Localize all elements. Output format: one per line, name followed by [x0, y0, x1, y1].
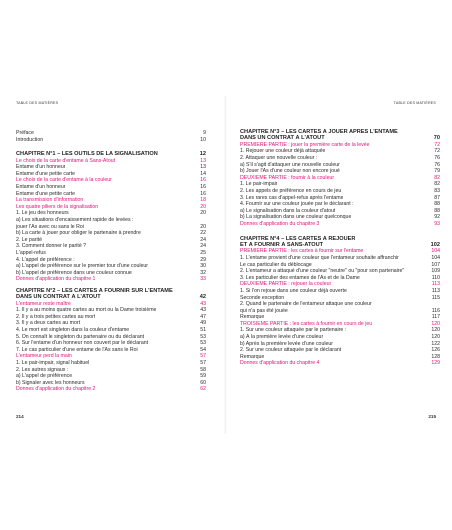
- entry-page: 24: [200, 236, 206, 243]
- toc-section-entry: [16, 353, 206, 360]
- entry-title: Le cas particulier du déblocage: [240, 261, 312, 268]
- entry-title: jouer l'As avec ou sans le Roi: [16, 223, 84, 230]
- entry-title: 2. Sur une couleur attaquée par le déclarant: [240, 347, 342, 354]
- entry-title: Préface: [16, 130, 34, 136]
- entry-page: 76: [434, 155, 440, 161]
- toc-entry: [16, 224, 206, 231]
- entry-title: Les quatre piliers de la signalisation: [16, 203, 99, 210]
- entry-page: 107: [431, 261, 440, 268]
- toc-section-entry: [240, 321, 440, 328]
- entry-page: 104: [431, 248, 440, 255]
- entry-title: Le choix de la carte d'entame à Sans-Atout: [16, 157, 116, 164]
- toc-entry: [16, 340, 206, 347]
- toc-entry: [16, 373, 206, 380]
- toc-entry: [16, 334, 206, 341]
- entry-title: a) L'appel de préférence sur le premier tour d'une couleur: [16, 263, 149, 270]
- entry-title: L'appel-refus: [16, 249, 46, 256]
- toc-section-entry: [16, 197, 206, 204]
- entry-page: 104: [431, 254, 440, 261]
- toc-entry: [240, 214, 440, 221]
- entry-page: 120: [431, 327, 440, 334]
- toc-entry: [16, 130, 206, 137]
- entry-page: 10: [200, 136, 206, 143]
- chapter-entries: [240, 248, 440, 367]
- entry-page: 25: [200, 249, 206, 256]
- toc-entry: [16, 250, 206, 257]
- entry-page: 129: [431, 360, 440, 367]
- entry-page: 20: [200, 210, 206, 217]
- entry-title: Seconde exception: [240, 294, 285, 301]
- entry-title: 4. Le mort est singleton dans la couleur d'entame: [16, 327, 130, 334]
- toc-entry: [16, 367, 206, 374]
- toc-entry: [240, 334, 440, 341]
- entry-title: b) Signaler avec les honneurs: [16, 379, 85, 386]
- entry-page: 92: [434, 214, 440, 221]
- entry-page: 30: [200, 263, 206, 270]
- entry-page: 16: [200, 190, 206, 197]
- toc-entry: [240, 255, 440, 262]
- toc-section-entry: [240, 360, 440, 367]
- toc-entry: [16, 347, 206, 354]
- entry-title: 3. Les particulier des entames de l'As et de la Dame: [240, 274, 360, 281]
- entry-page: 117: [431, 314, 440, 321]
- page-number: 215: [428, 414, 436, 419]
- entry-title: PREMIÈRE PARTIE : les cartes à fournir sur l'entame: [240, 248, 364, 255]
- toc-section-entry: [16, 204, 206, 211]
- chapter-page: 12: [199, 151, 206, 158]
- toc-entry: [16, 360, 206, 367]
- entry-page: 47: [200, 313, 206, 320]
- entry-title: 1. Le jeu des honneurs: [16, 210, 69, 217]
- entry-page: 72: [434, 141, 440, 148]
- entry-page: 62: [200, 386, 206, 393]
- toc-entry: [240, 181, 440, 188]
- entry-page: 128: [431, 353, 440, 360]
- toc-entry: [240, 327, 440, 334]
- entry-title: 2. Quand le partenaire de l'entameur attaque une couleur: [240, 301, 372, 308]
- entry-title: 1. Le pair-impair, signal habituel: [16, 360, 90, 367]
- toc-entry: [240, 301, 440, 308]
- entry-page: 72: [434, 148, 440, 155]
- entry-title: L'entameur perd la main: [16, 353, 72, 360]
- entry-title: 2. L'entameur a attaqué d'une couleur "neutre" ou "pour son partenaire": [240, 268, 405, 275]
- entry-page: 88: [434, 207, 440, 214]
- toc-entry: [240, 155, 440, 162]
- toc-section-entry: [16, 158, 206, 165]
- entry-title: 7. Le cas particulier d'une entame de l'As sans le Roi: [16, 346, 138, 353]
- chapter-title-line2: DANS UN CONTRAT À L'ATOUT: [16, 294, 101, 301]
- toc-entry: [16, 380, 206, 387]
- entry-title: Entame d'une petite carte: [16, 170, 75, 177]
- toc-entry: [240, 341, 440, 348]
- page-number: 214: [16, 414, 24, 419]
- entry-title: b) La carte à jouer pour obliger le partenaire à prendre: [16, 230, 141, 237]
- entry-page: 93: [434, 220, 440, 227]
- chapter-page: 42: [199, 294, 206, 301]
- toc-entry: [16, 164, 206, 171]
- chapter-title-line2: ET À FOURNIR À SANS-ATOUT: [240, 241, 324, 248]
- entry-title: a) Les situations d'encaissement rapide de levées :: [16, 216, 134, 223]
- entry-page: 122: [431, 340, 440, 347]
- chapter-title-line2: DANS UN CONTRAT À L'ATOUT: [240, 135, 325, 142]
- entry-title: Remarque: [240, 314, 265, 321]
- entry-title: Donnes d'application du chapitre 2: [16, 386, 96, 393]
- toc-section-entry: [240, 175, 440, 182]
- chapter-title: CHAPITRE N°1 – LES OUTILS DE LA SIGNALISATION: [16, 151, 158, 158]
- toc-section-entry: [16, 276, 206, 283]
- table-of-contents: [16, 130, 206, 393]
- toc-entry: [240, 168, 440, 175]
- entry-page: 116: [431, 307, 440, 314]
- entry-title: 1. Si l'on rejoue dans une couleur déjà ouverte: [240, 287, 347, 294]
- entry-page: 120: [431, 320, 440, 327]
- entry-page: 109: [431, 268, 440, 275]
- toc-entry: [16, 217, 206, 224]
- toc-entry: [240, 347, 440, 354]
- entry-title: 3. Les rares cas d'appel-refus après l'entame: [240, 194, 344, 201]
- toc-entry: [16, 257, 206, 264]
- toc-entry: [16, 230, 206, 237]
- toc-entry: [16, 171, 206, 178]
- entry-title: Entame d'un honneur: [16, 183, 66, 190]
- entry-page: 57: [200, 360, 206, 367]
- entry-page: 83: [434, 187, 440, 194]
- entry-page: 115: [431, 294, 440, 301]
- entry-title: TROISIÈME PARTIE : les cartes à fournir en cours de jeu: [240, 320, 373, 327]
- entry-page: 76: [434, 161, 440, 168]
- chapter-title: CHAPITRE N°2 – LES CARTES À FOURNIR SUR L'ENTAME: [16, 287, 173, 294]
- toc-section-entry: [240, 221, 440, 228]
- entry-page: 24: [200, 243, 206, 250]
- toc-entry: [240, 288, 440, 295]
- entry-title: PREMIÈRE PARTIE : jouer la première carte de la levée: [240, 141, 370, 148]
- right-page: [226, 0, 452, 530]
- entry-title: b) La signalisation dans une couleur quelconque: [240, 214, 352, 221]
- entry-title: Le choix de la carte d'entame à la couleur: [16, 177, 112, 184]
- entry-page: 9: [203, 130, 206, 136]
- entry-title: 4. Fournir sur une couleur jouée par le déclarant :: [240, 201, 354, 208]
- entry-page: 82: [434, 174, 440, 181]
- entry-page: 16: [200, 183, 206, 190]
- entry-title: b) Après la première levée d'une couleur: [240, 340, 333, 347]
- toc-entry: [16, 243, 206, 250]
- toc-entry: [240, 162, 440, 169]
- entry-page: 20: [200, 203, 206, 210]
- entry-page: 20: [200, 223, 206, 230]
- toc-entry: [240, 208, 440, 215]
- entry-title: b) Jouer l'As d'une couleur non encore joué: [240, 168, 340, 175]
- entry-title: 4. L'appel de préférence :: [16, 256, 75, 263]
- entry-title: 1. Rejouer une couleur déjà attaquée: [240, 148, 326, 155]
- entry-title: Donnes d'application du chapitre 3: [240, 220, 320, 227]
- entry-title: a) À la première levée d'une couleur: [240, 334, 324, 341]
- toc-entry: [240, 314, 440, 321]
- entry-title: La transmission d'information: [16, 197, 84, 204]
- chapter-page: 102: [430, 241, 440, 248]
- entry-page: 14: [200, 170, 206, 177]
- entry-page: 29: [200, 256, 206, 263]
- toc-entry: [16, 320, 206, 327]
- toc-entry: [240, 188, 440, 195]
- toc-entry: [16, 314, 206, 321]
- entry-page: 79: [434, 168, 440, 175]
- toc-entry: [16, 137, 206, 144]
- entry-title: Donnes d'application du chapitre 4: [240, 360, 320, 367]
- entry-title: DEUXIÈME PARTIE : rejouer la couleur: [240, 281, 332, 288]
- entry-page: 54: [200, 346, 206, 353]
- entry-title: 5. On connaît le singleton du partenaire ou du déclarant: [16, 333, 145, 340]
- entry-title: qui n'a pas été jouée: [240, 307, 288, 314]
- entry-title: 2. Les appels de préférence en cours de jeu: [240, 187, 342, 194]
- entry-page: 22: [200, 230, 206, 237]
- toc-entry: [16, 210, 206, 217]
- toc-entry: [240, 354, 440, 361]
- toc-entry: [240, 148, 440, 155]
- entry-title: a) S'il s'agit d'attaquer une nouvelle couleur: [240, 161, 340, 168]
- entry-title: 3. Comment donner le parité ?: [16, 243, 87, 250]
- toc-entry: [240, 262, 440, 269]
- entry-title: 2. Attaquer une nouvelle couleur :: [240, 155, 318, 161]
- entry-title: 1. L'entame provient d'une couleur que l'entameur souhaite affranchir: [240, 254, 399, 261]
- entry-title: a) L'appel de préférence: [16, 373, 73, 380]
- entry-title: Entame d'un honneur: [16, 164, 66, 171]
- entry-page: 88: [434, 201, 440, 208]
- entry-page: 113: [431, 281, 440, 288]
- entry-title: b) L'appel de préférence dans une couleur connue: [16, 269, 132, 276]
- entry-page: 58: [200, 366, 206, 373]
- entry-page: 18: [200, 197, 206, 204]
- toc-entry: [16, 270, 206, 277]
- toc-section-entry: [16, 386, 206, 393]
- entry-title: 1. Le pair-impair: [240, 181, 278, 188]
- toc-section-entry: [240, 142, 440, 149]
- toc-entry: [16, 307, 206, 314]
- toc-entry: [16, 263, 206, 270]
- entry-page: 53: [200, 340, 206, 347]
- entry-page: 13: [200, 157, 206, 164]
- entry-page: 110: [431, 274, 440, 281]
- toc-entry: [240, 201, 440, 208]
- preface-list: [16, 130, 206, 143]
- entry-page: 59: [200, 373, 206, 380]
- chapter-entries: [16, 301, 206, 393]
- entry-page: 120: [431, 334, 440, 341]
- entry-page: 87: [434, 194, 440, 201]
- entry-page: 51: [200, 327, 206, 334]
- toc-entry: [16, 327, 206, 334]
- chapter-page: 70: [433, 135, 440, 142]
- entry-title: 6. Sur l'entame d'un honneur non couvert par le déclarant: [16, 340, 149, 347]
- chapter-entries: [16, 158, 206, 283]
- toc-entry: [240, 295, 440, 302]
- toc-section-entry: [16, 301, 206, 308]
- entry-page: 53: [200, 333, 206, 340]
- entry-title: DEUXIÈME PARTIE : fournir à la couleur: [240, 174, 335, 181]
- entry-title: 2. Le parité: [16, 236, 42, 243]
- entry-title: Remarque: [240, 353, 265, 360]
- toc-entry: [16, 237, 206, 244]
- entry-title: L'entameur reste maître: [16, 300, 71, 307]
- entry-title: 2. Il y a trois petites cartes au mort: [16, 313, 96, 320]
- table-of-contents: [240, 129, 440, 367]
- chapter-entries: [240, 142, 440, 228]
- entry-page: 82: [434, 181, 440, 188]
- toc-section-entry: [240, 248, 440, 255]
- chapter-title: CHAPITRE N°4 – LES CARTES À REJOUER: [240, 235, 356, 242]
- chapter-title: CHAPITRE N°3 – LES CARTES À JOUER APRÈS L'ENTAME: [240, 129, 398, 135]
- entry-title: 1. Sur une couleur attaquée par le partenaire :: [240, 327, 347, 334]
- toc-entry: [240, 275, 440, 282]
- toc-section-entry: [16, 177, 206, 184]
- entry-page: 33: [200, 276, 206, 283]
- entry-title: Entame d'une petite carte: [16, 190, 75, 197]
- toc-entry: [16, 191, 206, 198]
- toc-entry: [240, 268, 440, 275]
- entry-title: Donnes d'application du chapitre 1: [16, 276, 96, 283]
- entry-page: 113: [431, 287, 440, 294]
- entry-page: 49: [200, 320, 206, 327]
- entry-page: 57: [200, 353, 206, 360]
- entry-title: Introduction: [16, 136, 44, 143]
- entry-page: 43: [200, 300, 206, 307]
- entry-page: 43: [200, 307, 206, 314]
- entry-page: 16: [200, 177, 206, 184]
- toc-entry: [240, 308, 440, 315]
- entry-page: 126: [431, 347, 440, 354]
- entry-page: 13: [200, 164, 206, 171]
- entry-title: 3. Il y a deux cartes au mort: [16, 320, 81, 327]
- toc-section-entry: [240, 281, 440, 288]
- running-head: TABLE DES MATIÈRES: [393, 101, 436, 105]
- entry-title: 2. Les autres signaux :: [16, 366, 69, 373]
- toc-entry: [240, 195, 440, 202]
- entry-title: a) Le signalisation dans la couleur d'atout: [240, 207, 336, 214]
- running-head: TABLE DES MATIÈRES: [16, 101, 59, 105]
- entry-title: 1. Il y a au moins quatre cartes au mort ou la Dame troisième: [16, 307, 157, 314]
- toc-entry: [16, 184, 206, 191]
- entry-page: 32: [200, 269, 206, 276]
- entry-page: 60: [200, 379, 206, 386]
